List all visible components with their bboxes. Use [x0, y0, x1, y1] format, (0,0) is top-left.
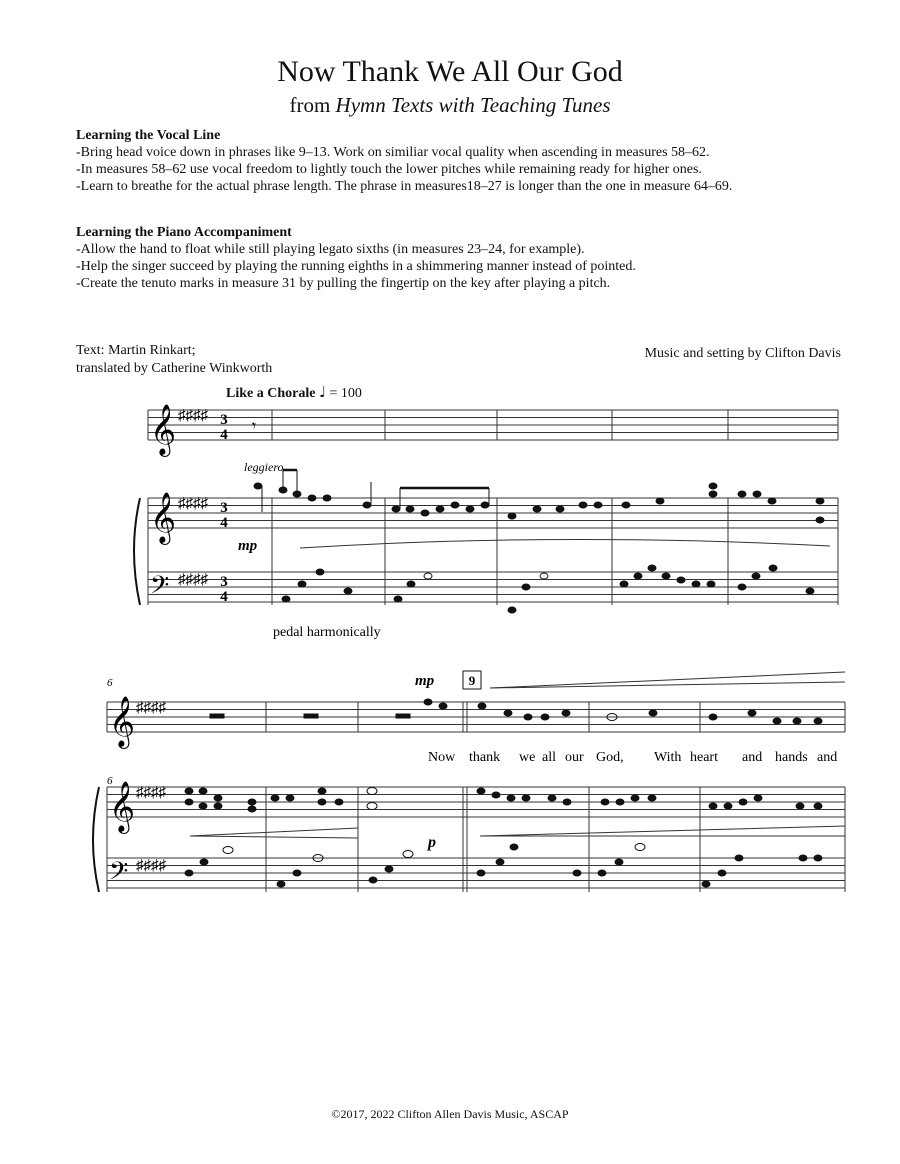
- music-credit: Music and setting by Clifton Davis: [644, 346, 841, 361]
- lyric-syllable: Now: [428, 750, 456, 765]
- leggiero-marking: leggiero: [244, 460, 284, 474]
- vocal-note-item: -Learn to breathe for the actual phrase length. The phrase in measures18–27 is longer than the one in measure 64–69.: [76, 179, 733, 194]
- subtitle-collection: Hymn Texts with Teaching Tunes: [335, 93, 611, 117]
- key-signature-icon: ♯♯♯♯: [136, 700, 166, 716]
- page-subtitle: [0, 93, 900, 118]
- crescendo-hairpin: [490, 682, 845, 688]
- treble-clef-icon: 𝄞: [109, 697, 136, 746]
- piano-bass-staff: [148, 572, 838, 602]
- vocal-note-item: -Bring head voice down in phrases like 9–13. Work on similiar vocal quality when ascending in measures 58–62.: [76, 145, 710, 160]
- crescendo-hairpin: [480, 826, 845, 836]
- lyric-syllable: hands: [775, 750, 808, 765]
- lyric-syllable: we: [519, 750, 536, 765]
- lyric-syllable: God,: [596, 750, 624, 765]
- key-signature-icon: ♯♯♯♯: [178, 572, 208, 588]
- piano-note-item: -Allow the hand to float while still playing legato sixths (in measures 23–24, for example).: [76, 242, 585, 257]
- piano-treble-notes: [185, 788, 822, 813]
- vocal-notes-heading: Learning the Vocal Line: [76, 128, 221, 143]
- bass-clef-icon: 𝄢: [109, 858, 129, 891]
- score-system-2: [0, 660, 900, 905]
- key-signature-icon: ♯♯♯♯: [136, 785, 166, 801]
- grand-staff-brace: [134, 498, 140, 605]
- piano-note-item: -Create the tenuto marks in measure 31 by pulling the fingertip on the key after playing a pitch.: [76, 276, 611, 291]
- time-sig-top: 3: [220, 574, 228, 590]
- phrase-slur: [190, 828, 358, 836]
- text-credit-line2: translated by Catherine Winkworth: [76, 361, 273, 376]
- grand-staff-brace: [93, 787, 99, 892]
- mp-dynamic: mp: [415, 673, 435, 689]
- lyrics-line: [428, 750, 837, 765]
- measure-number: 6: [107, 677, 113, 689]
- phrase-slur: [190, 836, 358, 838]
- tempo-value: = 100: [326, 386, 362, 401]
- piano-treble-notes: [254, 470, 824, 523]
- eighth-rest-icon: 𝄾: [252, 418, 257, 435]
- score-system-1: [0, 400, 900, 645]
- pedal-instruction: pedal harmonically: [273, 625, 381, 640]
- lyric-syllable: and: [817, 750, 838, 765]
- piano-notes-section: [76, 224, 636, 292]
- key-signature-icon: ♯♯♯♯: [178, 496, 208, 512]
- bass-clef-icon: 𝄢: [150, 572, 170, 605]
- lyric-syllable: thank: [469, 750, 501, 765]
- mp-dynamic: mp: [238, 538, 258, 554]
- p-dynamic: p: [428, 834, 436, 851]
- lyric-syllable: our: [565, 750, 584, 765]
- time-sig-top: 3: [220, 500, 228, 516]
- rehearsal-mark: 9: [468, 673, 476, 688]
- text-credit-line1: Text: Martin Rinkart;: [76, 343, 196, 358]
- page-title: Now Thank We All Our God: [277, 55, 623, 88]
- lyric-syllable: and: [742, 750, 763, 765]
- time-sig-bottom: 4: [220, 515, 228, 531]
- piano-notes-heading: Learning the Piano Accompaniment: [76, 225, 292, 240]
- piano-bass-staff: [107, 858, 845, 888]
- tempo-label: Like a Chorale: [226, 386, 316, 401]
- treble-clef-icon: 𝄞: [150, 405, 177, 454]
- time-sig-bottom: 4: [220, 589, 228, 605]
- lyric-syllable: heart: [690, 750, 718, 765]
- time-sig-top: 3: [220, 412, 228, 428]
- key-signature-icon: ♯♯♯♯: [178, 408, 208, 424]
- vocal-note-item: -In measures 58–62 use vocal freedom to lightly touch the lower pitches while remaining ready for higher ones.: [76, 162, 702, 177]
- phrase-slur: [300, 539, 830, 548]
- time-sig-bottom: 4: [220, 427, 228, 443]
- lyric-syllable: With: [654, 750, 682, 765]
- measure-number: 6: [107, 775, 113, 787]
- key-signature-icon: ♯♯♯♯: [136, 858, 166, 874]
- treble-clef-icon: 𝄞: [150, 493, 177, 542]
- crescendo-hairpin: [490, 672, 845, 688]
- piano-note-item: -Help the singer succeed by playing the running eighths in a shimmering manner instead of pointed.: [76, 259, 636, 274]
- lyric-syllable: all: [542, 750, 556, 765]
- copyright-notice: ©2017, 2022 Clifton Allen Davis Music, ASCAP: [331, 1107, 569, 1121]
- vocal-notes-section: [76, 127, 732, 195]
- quarter-note-icon: ♩: [318, 383, 327, 401]
- text-credit: [76, 342, 272, 378]
- vocal-notes: [210, 699, 822, 724]
- subtitle-prefix: from: [289, 93, 336, 117]
- treble-clef-icon: 𝄞: [109, 782, 136, 831]
